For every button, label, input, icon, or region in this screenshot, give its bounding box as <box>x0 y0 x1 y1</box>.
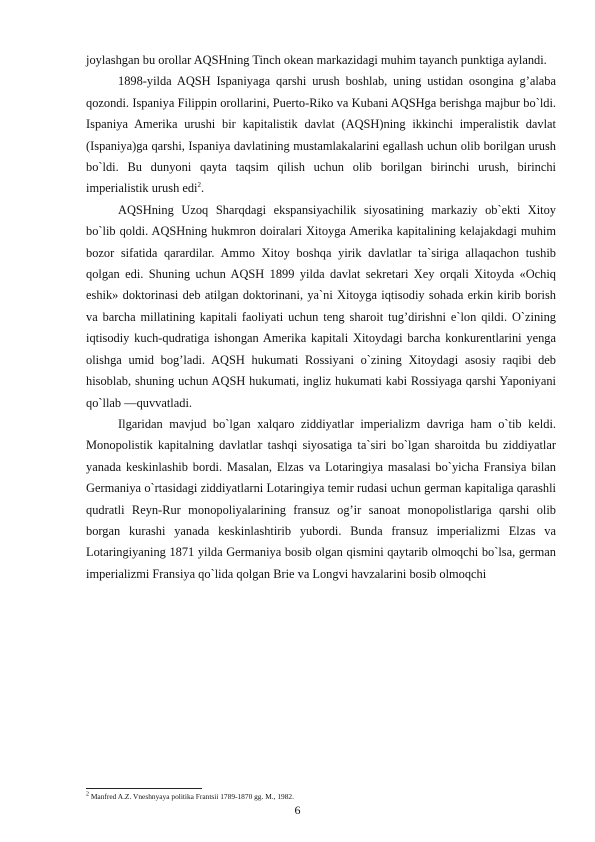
paragraph-3: AQSHning Uzoq Sharqdagi ekspansiyachilik siyosatining markaziy ob`ekti Xitoy bo`lib qoldi. AQSHning hukmron doiralari Xitoyga Amerika kapitalining kelajakdagi muhim bozor sifatida qarardilar. Ammo Xitoy boshqa yirik davlatlar ta`siriga allaqachon tushib qolgan edi. Shuning uchun AQSH 1899 yilda davlat sekretari Xey orqali Xitoyda «Ochiq eshik» doktorinasi deb atilgan doktorinani, ya`ni Xitoyga iqtisodiy sohada erkin kirib borish va barcha millatining kapitali faoliyati uchun teng sharoit tug’dirishni e`lon qildi. O`zining iqtisodiy kuch-qudratiga ishongan Amerika kapitali Xitoydagi barcha konkurentlarini yenga olishga umid bog’ladi. AQSH hukumati Rossiyani o`zining Xitoydagi asosiy raqibi deb hisoblab, shuning uchun AQSH hukumati, ingliz hukumati kabi Rossiyaga qarshi Yaponiyani qo`llab —quvvatladi. <box>86 202 556 410</box>
footnote-separator <box>86 788 202 789</box>
page-number: 6 <box>294 803 301 817</box>
paragraph-2-text: 1898-yilda AQSH Ispaniyaga qarshi urush boshlab, uning ustidan osongina g’alaba qozondi. Ispaniya Filippin orollarini, Puerto-Riko va Kubani AQSHga berishga majbur bo`ldi. Ispaniya Amerika urushi bir kapitalistik davlat (AQSH)ning ikkinchi imperalistik davlat (Ispaniya)ga qarshi, Ispaniya davlatining mustamlakalarini egallash uchun olib borilgan urush bo`ldi. Bu dunyoni qayta taqsim qilish uchun olib borilgan birinchi urush, birinchi imperialistik urush edi <box>86 74 556 196</box>
paragraph-1: joylashgan bu orollar AQSHning Tinch okean markazidagi muhim tayanch punktiga aylandi. <box>86 53 547 67</box>
footnote <box>86 792 556 801</box>
document-page <box>86 50 556 585</box>
paragraph-2: 1898-yilda AQSH Ispaniyaga qarshi urush boshlab, uning ustidan osongina g’alaba qozondi. Ispaniya Filippin orollarini, Puerto-Riko va Kubani AQSHga berishga majbur bo`ldi. Ispaniya Amerika urushi bir kapitalistik davlat (AQSH)ning ikkinchi imperalistik davlat (Ispaniya)ga qarshi, Ispaniya davlatining mustamlakalarini egallash uchun olib borilgan urush bo`ldi. Bu dunyoni qayta taqsim qilish uchun olib borilgan birinchi urush, birinchi imperialistik urush edi$^2$. <box>86 74 556 196</box>
footnote-mark: 2 <box>86 791 89 798</box>
paragraph-4: Ilgaridan mavjud bo`lgan xalqaro ziddiyatlar imperializm davriga ham o`tib keldi. Monopolistik kapitalning davlatlar tashqi siyosatiga ta`siri bo`lgan sharoitda bu ziddiyatlar yanada keskinlashib bordi. Masalan, Elzas va Lotaringiya masalasi bo`yicha Fransiya bilan Germaniya o`rtasidagi ziddiyatlarni Lotaringiya temir rudasi uchun german kapitaliga qarashli qudratli Reyn-Rur monopoliyalarining fransuz og’ir sanoat monopolistlariga qarshi olib borgan kurashi yanada keskinlashtirib yubordi. Bunda fransuz imperializmi Elzas va Lotaringiyaning 1871 yilda Germaniya bosib olgan qismini qaytarib olmoqchi bo`lsa, german imperializmi Fransiya qo`lida qolgan Brie va Longvi havzalarini bosib olmoqchi <box>86 416 556 581</box>
footnote-text: Manfred A.Z. Vneshnyaya politika Frantsii 1789-1870 gg. M., 1982. <box>90 792 294 801</box>
footnote-reference[interactable]: 2 <box>197 181 201 190</box>
